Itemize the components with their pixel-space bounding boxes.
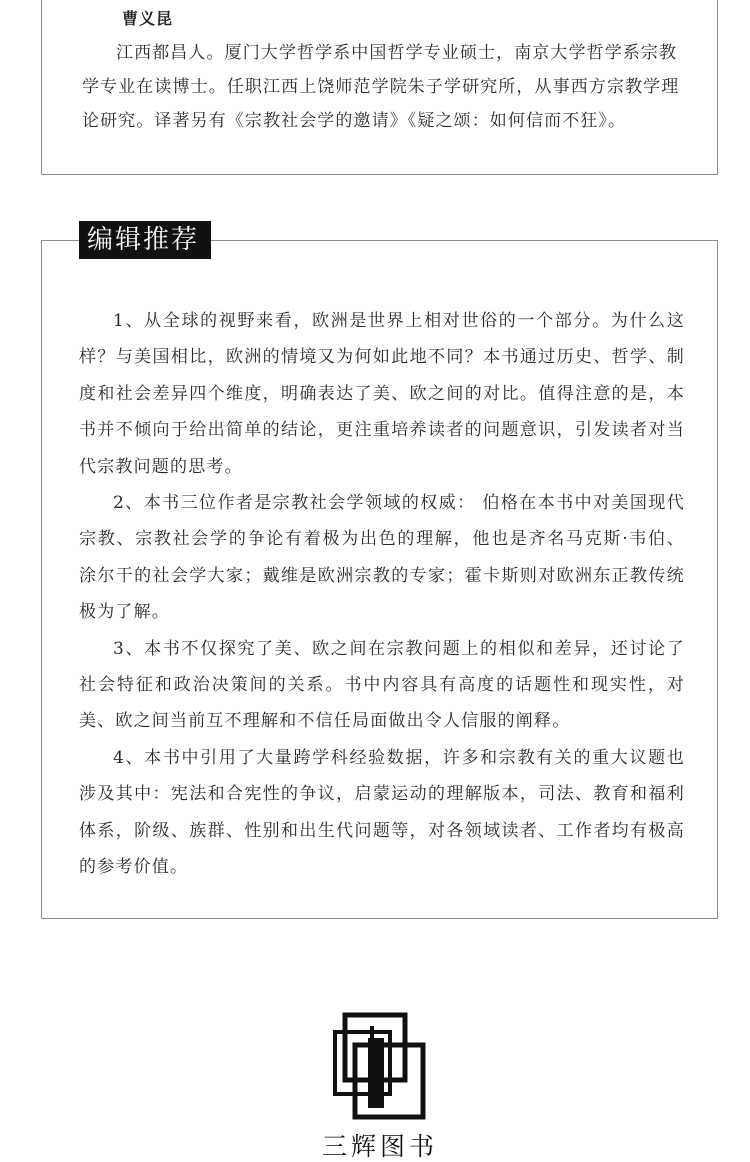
section-title-editor-recommendation: 编辑推荐 bbox=[79, 221, 211, 259]
author-bio: 江西都昌人。厦门大学哲学系中国哲学专业硕士，南京大学哲学系宗教学专业在读博士。任职江西上饶师范学院朱子学研究所，从事西方宗教学理论研究。译著另有《宗教社会学的邀请》《疑之颂：如何信而不狂》。 bbox=[82, 43, 680, 131]
author-name: 曹义昆 bbox=[122, 9, 174, 28]
editor-recommendation-box bbox=[41, 240, 718, 919]
recommendation-item-3: 3、本书不仅探究了美、欧之间在宗教问题上的相似和差异，还讨论了社会特征和政治决策间的关系。书中内容具有高度的话题性和现实性，对美、欧之间当前互不理解和不信任局面做出令人信服的阐释。 bbox=[79, 638, 685, 732]
recommendation-list bbox=[79, 303, 685, 886]
author-info-box bbox=[41, 0, 718, 175]
recommendation-item-2: 2、本书三位作者是宗教社会学领域的权威： 伯格在本书中对美国现代宗教、宗教社会学的争论有着极为出色的理解，他也是齐名马克斯·韦伯、涂尔干的社会学大家；戴维是欧洲宗教的专家；霍卡斯则对欧洲东正教传统极为了解。 bbox=[79, 493, 685, 623]
recommendation-item-4: 4、本书中引用了大量跨学科经验数据，许多和宗教有关的重大议题也涉及其中：宪法和合宪性的争议，启蒙运动的理解版本，司法、教育和福利体系，阶级、族群、性别和出生代问题等，对各领域读者、工作者均有极高的参考价值。 bbox=[79, 747, 685, 878]
overlapping-frames-logo-icon bbox=[330, 1010, 430, 1125]
publisher-name: 三辉图书 bbox=[321, 1132, 438, 1161]
recommendation-item-1: 1、从全球的视野来看，欧洲是世界上相对世俗的一个部分。为什么这样？与美国相比，欧洲的情境又为何如此地不同？本书通过历史、哲学、制度和社会差异四个维度，明确表达了美、欧之间的对比。值得注意的是，本书并不倾向于给出简单的结论，更注重培养读者的问题意识，引发读者对当代宗教问题的思考。 bbox=[79, 311, 685, 477]
